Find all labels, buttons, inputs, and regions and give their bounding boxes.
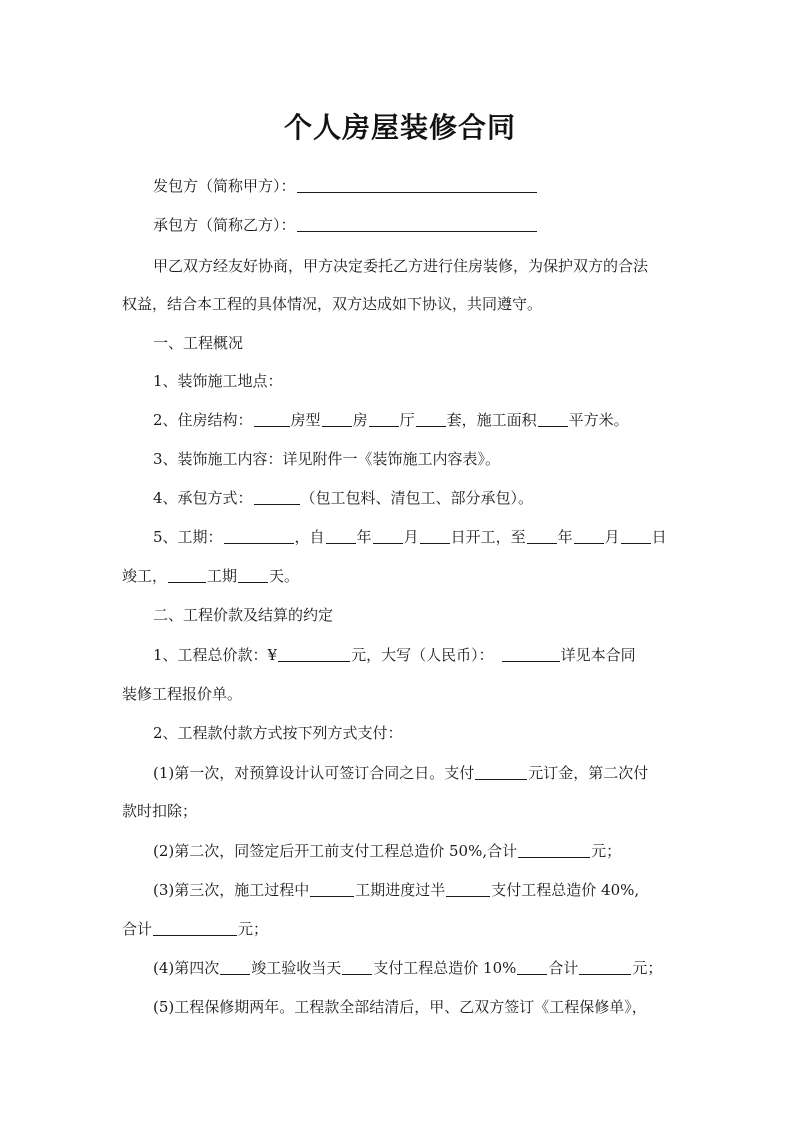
schedule-text: 天。	[269, 567, 300, 585]
item-total-price-cont: 装修工程报价单。	[122, 685, 243, 703]
schedule-text: 月	[604, 528, 620, 546]
item-schedule	[153, 527, 667, 547]
payment-text: (4)第四次	[153, 959, 220, 977]
schedule-blank[interactable]	[527, 527, 557, 544]
section-2-heading: 二、工程价款及结算的约定	[153, 606, 334, 624]
payment-text: 元；	[591, 842, 622, 860]
payment-4	[153, 958, 662, 978]
party-a-blank[interactable]	[297, 176, 537, 193]
structure-text: 厅	[399, 411, 415, 429]
schedule-text: 竣工，	[122, 567, 168, 585]
schedule-text: 日	[651, 528, 667, 546]
price-blank[interactable]	[502, 645, 560, 662]
schedule-blank[interactable]	[238, 566, 268, 583]
schedule-blank[interactable]	[621, 527, 651, 544]
party-a-line	[153, 176, 538, 196]
item-payment-method: 2、工程款付款方式按下列方式支付：	[153, 724, 403, 742]
schedule-text: 年	[557, 528, 573, 546]
payment-blank[interactable]	[518, 841, 590, 858]
payment-blank[interactable]	[220, 958, 250, 975]
item-contract-mode	[153, 488, 533, 508]
mode-label: 4、承包方式：	[153, 489, 253, 507]
schedule-blank[interactable]	[168, 566, 206, 583]
schedule-blank[interactable]	[373, 527, 403, 544]
structure-blank[interactable]	[369, 410, 399, 427]
schedule-label: 5、工期：	[153, 528, 223, 546]
payment-blank[interactable]	[517, 958, 547, 975]
price-text: 元，大写（人民币）：	[351, 646, 494, 664]
party-a-label: 发包方（简称甲方）：	[153, 177, 296, 195]
schedule-text: 月	[403, 528, 419, 546]
structure-text: 套，施工面积	[446, 411, 537, 429]
payment-text: 元订金，第二次付	[528, 764, 649, 782]
schedule-blank[interactable]	[574, 527, 604, 544]
payment-1	[153, 763, 648, 783]
party-b-blank[interactable]	[297, 215, 537, 232]
structure-label: 2、住房结构：	[153, 411, 253, 429]
item-content: 3、装饰施工内容：详见附件一《装饰施工内容表》。	[153, 450, 501, 468]
payment-text: (1)第一次，对预算设计认可签订合同之日。支付	[153, 764, 475, 782]
schedule-text: 工期	[207, 567, 238, 585]
mode-text: （包工包料、清包工、部分承包）。	[300, 489, 534, 507]
schedule-text: ，自	[294, 528, 325, 546]
party-b-line	[153, 215, 538, 235]
payment-blank[interactable]	[446, 880, 490, 897]
payment-text: 合计	[122, 920, 153, 938]
payment-text: 元；	[632, 959, 663, 977]
payment-text: 竣工验收当天	[251, 959, 342, 977]
schedule-blank[interactable]	[224, 527, 294, 544]
payment-blank[interactable]	[342, 958, 372, 975]
schedule-blank[interactable]	[326, 527, 356, 544]
structure-text: 平方米。	[568, 411, 629, 429]
payment-blank[interactable]	[475, 763, 527, 780]
mode-blank[interactable]	[254, 488, 300, 505]
schedule-blank[interactable]	[420, 527, 450, 544]
payment-text: (2)第二次，同签定后开工前支付工程总造价 50%,合计	[153, 842, 518, 860]
intro-line-1: 甲乙双方经友好协商，甲方决定委托乙方进行住房装修，为保护双方的合法	[153, 257, 649, 275]
payment-text: 合计	[548, 959, 579, 977]
payment-blank[interactable]	[579, 958, 631, 975]
payment-3	[153, 880, 639, 900]
payment-blank[interactable]	[310, 880, 354, 897]
payment-text: 工期进度过半	[355, 881, 446, 899]
structure-text: 房	[352, 411, 368, 429]
item-total-price	[153, 645, 636, 665]
item-schedule-cont	[122, 566, 299, 586]
payment-3-cont	[122, 919, 268, 939]
structure-text: 房型	[290, 411, 321, 429]
payment-text: (3)第三次，施工过程中	[153, 881, 310, 899]
payment-blank[interactable]	[153, 919, 237, 936]
item-structure	[153, 410, 629, 430]
payment-text: 支付工程总造价 10%	[373, 959, 517, 977]
payment-5: (5)工程保修期两年。工程款全部结清后，甲、乙双方签订《工程保修单》，	[153, 998, 647, 1016]
price-text: 详见本合同	[560, 646, 636, 664]
price-blank[interactable]	[278, 645, 350, 662]
price-label: 1、工程总价款：¥	[153, 646, 278, 664]
party-b-label: 承包方（简称乙方）：	[153, 216, 296, 234]
schedule-text: 日开工，至	[450, 528, 526, 546]
schedule-text: 年	[356, 528, 372, 546]
payment-text: 元；	[238, 920, 269, 938]
intro-line-2: 权益，结合本工程的具体情况，双方达成如下协议，共同遵守。	[122, 295, 543, 313]
page-title: 个人房屋装修合同	[283, 111, 516, 144]
structure-blank[interactable]	[416, 410, 446, 427]
structure-blank[interactable]	[322, 410, 352, 427]
payment-2	[153, 841, 621, 861]
section-1-heading: 一、工程概况	[153, 334, 244, 352]
payment-1-cont: 款时扣除；	[122, 802, 198, 820]
item-location: 1、装饰施工地点：	[153, 372, 283, 390]
payment-text: 支付工程总造价 40%,	[491, 881, 640, 899]
structure-blank[interactable]	[254, 410, 290, 427]
structure-blank[interactable]	[538, 410, 568, 427]
